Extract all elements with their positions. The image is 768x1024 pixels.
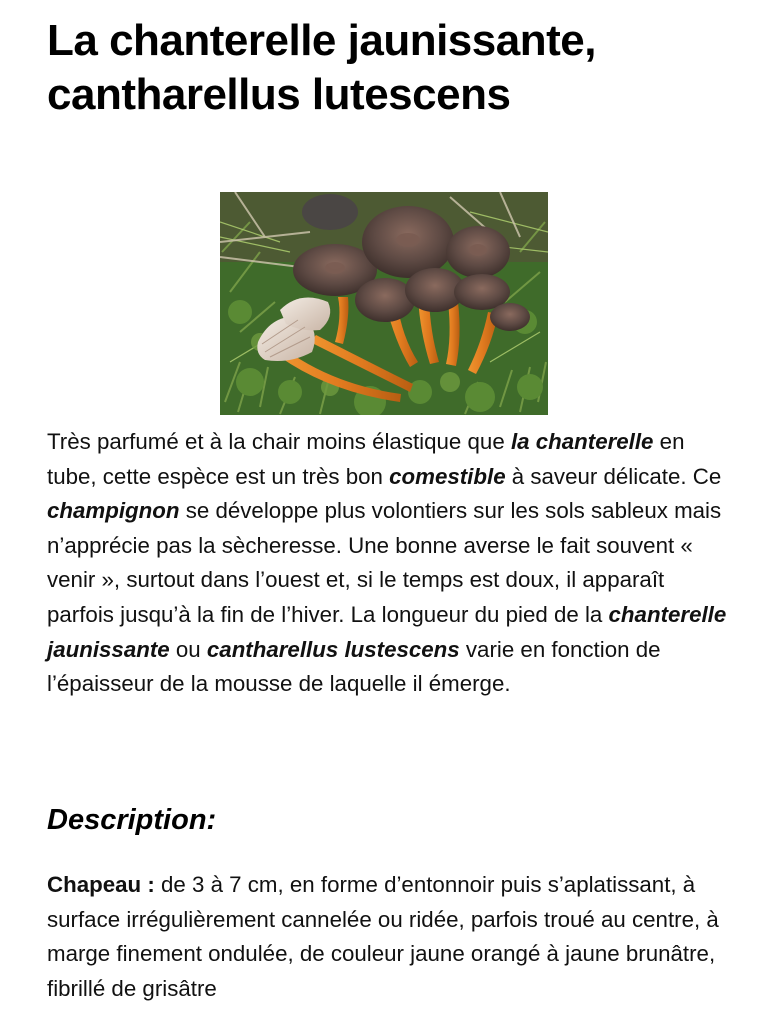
title-line-1: La chanterelle jaunissante, bbox=[47, 16, 596, 65]
intro-paragraph bbox=[47, 425, 737, 702]
mushroom-photo-icon bbox=[220, 192, 548, 415]
article bbox=[47, 14, 737, 1001]
chapeau-text: de 3 à 7 cm, en forme d’entonnoir puis s’aplatissant, à surface irrégulièrement cannelée ou ridée, parfois troué au centre, à marge finement ondulée, de couleur jaune orangé à jaune brunâtre, fibrillé de grisâtre bbox=[47, 872, 719, 1001]
intro-text-6: varie en fonction de l’épaisseur de la mousse de laquelle il émerge. bbox=[47, 636, 661, 697]
intro-text-2: en tube, cette espèce est un très bon bbox=[47, 429, 685, 489]
page-title bbox=[47, 14, 737, 122]
link-cantharellus-lustescens: cantharellus lustescens bbox=[206, 636, 460, 662]
title-line-2: cantharellus lutescens bbox=[47, 70, 511, 119]
intro-text-5: ou bbox=[169, 636, 207, 662]
mushroom-photo bbox=[220, 192, 548, 415]
intro-text-3: à saveur délicate. Ce bbox=[505, 463, 722, 489]
intro-text-4: se développe plus volontiers sur les sols sableux mais n’apprécie pas la sècheresse. Une bonne averse le fait souvent « venir », surtout dans l’ouest et, si le temps est doux, il apparaît parfois jusqu’à la fin de l’hiver. La longueur du pied de la bbox=[47, 498, 722, 627]
description-heading: Description: bbox=[47, 804, 217, 836]
link-comestible: comestible bbox=[389, 463, 506, 489]
link-champignon: champignon bbox=[47, 498, 180, 524]
chapeau-paragraph bbox=[47, 868, 737, 1006]
link-chanterelle-jaunissante: chanterelle jaunissante bbox=[47, 601, 727, 662]
intro-text-1: Très parfumé et à la chair moins élastique que bbox=[47, 429, 511, 454]
chapeau-label: Chapeau : bbox=[47, 872, 155, 897]
link-chanterelle: la chanterelle bbox=[510, 429, 654, 454]
